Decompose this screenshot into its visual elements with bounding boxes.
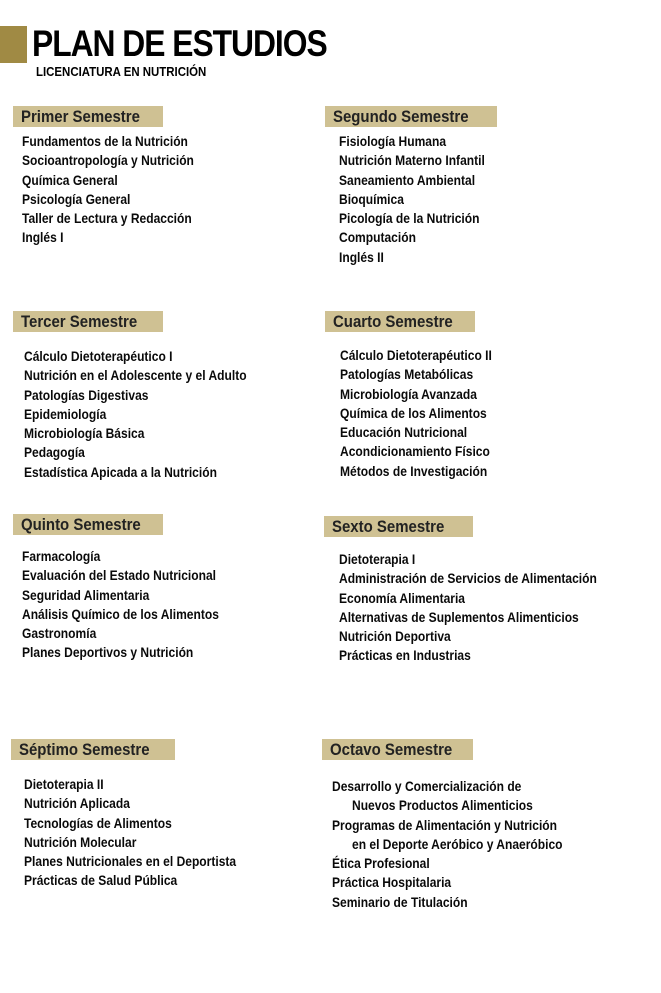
semester-title: Quinto Semestre	[21, 515, 141, 534]
course-name: Computación	[339, 229, 416, 246]
course-name: Dietoterapia I	[339, 551, 416, 567]
course-name: Nutrición Materno Infantil	[339, 152, 485, 169]
semester-header	[325, 311, 475, 332]
course-name: Cálculo Dietoterapéutico II	[340, 347, 492, 363]
course-name: Ética Profesional	[332, 855, 430, 872]
course-name: Farmacología	[22, 548, 101, 564]
course-item	[24, 424, 283, 443]
course-name: Cálculo Dietoterapéutico I	[24, 348, 173, 364]
course-name: Química de los Alimentos	[340, 404, 487, 421]
course-name: Planes Nutricionales en el Deportista	[24, 853, 237, 870]
semester-header	[324, 516, 473, 537]
course-item	[24, 852, 271, 871]
course-item	[24, 386, 283, 405]
semester-title: Primer Semestre	[21, 107, 140, 126]
course-name: Prácticas en Industrias	[339, 647, 471, 664]
course-name: Prácticas de Salud Pública	[24, 872, 178, 889]
course-name: Patologías Metabólicas	[340, 366, 474, 383]
course-item	[339, 569, 639, 588]
semester-header	[325, 106, 497, 127]
semester-header	[13, 311, 163, 332]
course-name: Acondicionamiento Físico	[340, 443, 490, 460]
semester-header	[11, 739, 175, 760]
course-list	[340, 346, 517, 481]
course-item	[340, 365, 517, 384]
course-item	[340, 442, 517, 461]
course-name: Inglés I	[22, 229, 64, 246]
semester-title: Sexto Semestre	[332, 517, 445, 536]
page-title: PLAN DE ESTUDIOS	[32, 23, 327, 64]
course-name: Evaluación del Estado Nutricional	[22, 567, 217, 584]
course-item	[24, 463, 283, 482]
course-item	[22, 566, 251, 585]
course-item	[24, 405, 283, 424]
course-name: Nutrición Aplicada	[24, 795, 130, 812]
course-name: Pedagogía	[24, 444, 85, 461]
course-name: Desarrollo y Comercialización de	[332, 778, 522, 794]
semester-header	[13, 106, 163, 127]
course-item	[24, 775, 271, 794]
course-name: Socioantropología y Nutrición	[22, 152, 194, 169]
course-name: Microbiología Avanzada	[340, 385, 477, 402]
course-item	[340, 385, 517, 404]
course-name: Análisis Químico de los Alimentos	[22, 605, 219, 622]
course-name: Dietoterapia II	[24, 776, 104, 792]
course-list	[22, 547, 251, 663]
course-item	[22, 190, 222, 209]
course-item	[24, 794, 271, 813]
course-name: Seguridad Alimentaria	[22, 586, 150, 603]
course-name: Fisiología Humana	[339, 133, 447, 149]
course-list	[22, 132, 222, 248]
course-item	[339, 627, 639, 646]
course-item	[22, 132, 222, 151]
course-name: Microbiología Básica	[24, 425, 145, 442]
course-item	[339, 589, 639, 608]
course-item	[24, 871, 271, 890]
course-item	[339, 646, 639, 665]
semester-header	[322, 739, 473, 760]
course-name: Psicología General	[22, 190, 131, 207]
course-item	[339, 190, 509, 209]
course-item	[22, 228, 222, 247]
course-item	[340, 462, 517, 481]
course-name: Economía Alimentaria	[339, 589, 466, 606]
course-name: Alternativas de Suplementos Alimenticios	[339, 608, 579, 625]
course-name: Inglés II	[339, 248, 384, 265]
course-item	[24, 833, 271, 852]
course-item	[339, 608, 639, 627]
course-item	[332, 893, 597, 912]
course-name: Bioquímica	[339, 190, 404, 207]
course-item	[339, 228, 509, 247]
course-name: Administración de Servicios de Alimentación	[339, 570, 597, 587]
course-item	[339, 171, 509, 190]
course-name: Seminario de Titulación	[332, 893, 468, 910]
course-item	[22, 605, 251, 624]
course-item	[339, 151, 509, 170]
course-name: Fundamentos de la Nutrición	[22, 133, 188, 149]
course-name: Educación Nutricional	[340, 424, 468, 441]
course-name: Programas de Alimentación y Nutrición	[332, 816, 558, 833]
course-item	[24, 443, 283, 462]
course-list	[332, 777, 597, 912]
page-subtitle: LICENCIATURA EN NUTRICIÓN	[36, 64, 207, 79]
course-list	[339, 132, 509, 267]
course-item	[22, 586, 251, 605]
course-name: Saneamiento Ambiental	[339, 171, 476, 188]
course-item	[339, 550, 639, 569]
course-item	[339, 248, 509, 267]
course-name: Picología de la Nutrición	[339, 210, 480, 227]
course-name: Estadística Apicada a la Nutrición	[24, 463, 217, 480]
course-name: Tecnologías de Alimentos	[24, 814, 172, 831]
course-name: Práctica Hospitalaria	[332, 874, 452, 891]
course-item	[340, 346, 517, 365]
course-item	[24, 814, 271, 833]
course-item	[22, 209, 222, 228]
semester-title: Segundo Semestre	[333, 107, 469, 126]
course-list	[24, 775, 271, 891]
course-name: Química General	[22, 171, 118, 188]
course-item	[24, 366, 283, 385]
course-item	[22, 547, 251, 566]
course-list	[24, 347, 283, 482]
course-item	[332, 873, 597, 892]
course-name: Planes Deportivos y Nutrición	[22, 644, 194, 661]
course-item	[22, 643, 251, 662]
semester-title: Octavo Semestre	[330, 740, 453, 759]
course-name: Gastronomía	[22, 625, 97, 642]
course-name: Epidemiología	[24, 405, 107, 422]
course-item	[332, 796, 597, 815]
course-item	[340, 404, 517, 423]
course-name: Patologías Digestivas	[24, 386, 149, 403]
course-name: Nuevos Productos Alimenticios	[352, 797, 533, 814]
course-item	[22, 151, 222, 170]
course-name: Taller de Lectura y Redacción	[22, 210, 192, 227]
title-accent-block	[0, 26, 27, 63]
course-name: Nutrición Molecular	[24, 833, 137, 850]
course-name: Métodos de Investigación	[340, 462, 488, 479]
course-item	[339, 132, 509, 151]
semester-title: Cuarto Semestre	[333, 312, 453, 331]
course-item	[22, 624, 251, 643]
course-item	[24, 347, 283, 366]
semester-header	[13, 514, 163, 535]
course-item	[340, 423, 517, 442]
semester-title: Séptimo Semestre	[19, 740, 150, 759]
course-item	[332, 854, 597, 873]
course-item	[332, 816, 597, 835]
course-name: Nutrición Deportiva	[339, 628, 451, 645]
course-item	[332, 777, 597, 796]
course-list	[339, 550, 639, 666]
course-name: Nutrición en el Adolescente y el Adulto	[24, 367, 247, 384]
course-item	[339, 209, 509, 228]
course-item	[332, 835, 597, 854]
course-name: en el Deporte Aeróbico y Anaeróbico	[352, 835, 563, 852]
semester-title: Tercer Semestre	[21, 312, 138, 331]
course-item	[22, 171, 222, 190]
